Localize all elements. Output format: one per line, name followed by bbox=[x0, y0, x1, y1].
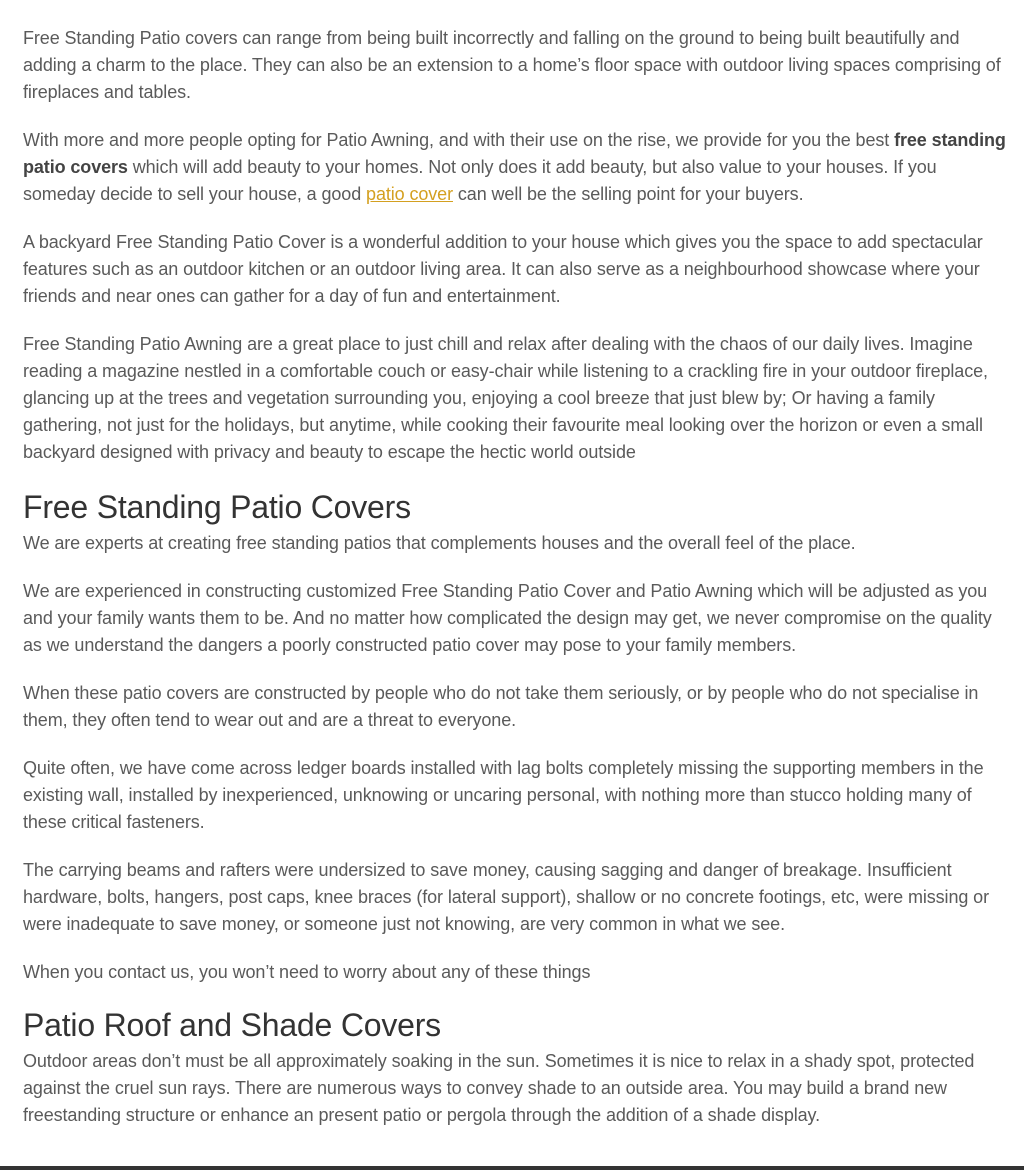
intro-paragraph-3: A backyard Free Standing Patio Cover is a wonderful addition to your house which gives you the space to add spectacular features such as an outdoor kitchen or an outdoor living area. It can also serve as a neighbourhood showcase where your friends and near ones can gather for a day of fun and entertainment. bbox=[23, 232, 983, 306]
intro-p2-text-3: can well be the selling point for your buyers. bbox=[452, 184, 804, 204]
intro-paragraph-1: Free Standing Patio covers can range from being built incorrectly and falling on the ground to being built beautifully and adding a charm to the place. They can also be an extension to a home’s floor space with outdoor living spaces comprising of fireplaces and tables. bbox=[23, 28, 1001, 102]
section-heading-patio-roof: Patio Roof and Shade Covers bbox=[23, 1007, 441, 1043]
section1-paragraph-1: We are experts at creating free standing patios that complements houses and the overall feel of the place. bbox=[23, 533, 856, 553]
footer-divider bbox=[0, 1166, 1024, 1170]
section1-paragraph-3: When these patio covers are constructed by people who do not take them seriously, or by people who do not specialise in them, they often tend to wear out and are a threat to everyone. bbox=[23, 683, 979, 730]
intro-paragraph-4: Free Standing Patio Awning are a great place to just chill and relax after dealing with the chaos of our daily lives. Imagine reading a magazine nestled in a comfortable couch or easy-chair while listening to a crackling fire in your outdoor fireplace, glancing up at the trees and vegetation surrounding you, enjoying a cool breeze that just blew by; Or having a family gathering, not just for the holidays, but anytime, while cooking their favourite meal looking over the horizon or even a small backyard designed with privacy and beauty to escape the hectic world outside bbox=[23, 334, 988, 462]
section1-paragraph-2: We are experienced in constructing customized Free Standing Patio Cover and Patio Awning which will be adjusted as you and your family wants them to be. And no matter how complicated the design may get, we never compromise on the quality as we understand the dangers a poorly constructed patio cover may pose to your family members. bbox=[23, 581, 992, 655]
section1-paragraph-4: Quite often, we have come across ledger boards installed with lag bolts completely missing the supporting members in the existing wall, installed by inexperienced, unknowing or uncaring personal, with nothing more than stucco holding many of these critical fasteners. bbox=[23, 758, 984, 832]
intro-p2-bold: free standing patio covers bbox=[23, 130, 1006, 177]
intro-p2-text-1: With more and more people opting for Patio Awning, and with their use on the rise, we provide for you the best bbox=[23, 130, 895, 150]
intro-p2-text-2: which will add beauty to your homes. Not only does it add beauty, but also value to your houses. If you someday decide to sell your house, a good bbox=[23, 157, 937, 204]
intro-paragraph-2 bbox=[23, 127, 1013, 208]
section1-paragraph-5: The carrying beams and rafters were undersized to save money, causing sagging and danger of breakage. Insufficient hardware, bolts, hangers, post caps, knee braces (for lateral support), shallow or no concrete footings, etc, were missing or were inadequate to save money, or someone just not knowing, are very common in what we see. bbox=[23, 860, 989, 934]
patio-cover-link[interactable]: patio cover bbox=[366, 184, 453, 204]
section-heading-free-standing: Free Standing Patio Covers bbox=[23, 489, 411, 525]
section2-paragraph-1: Outdoor areas don’t must be all approximately soaking in the sun. Sometimes it is nice to relax in a shady spot, protected against the cruel sun rays. There are numerous ways to convey shade to an outside area. You may build a brand new freestanding structure or enhance an present patio or pergola through the addition of a shade display. bbox=[23, 1051, 975, 1125]
section1-paragraph-6: When you contact us, you won’t need to worry about any of these things bbox=[23, 962, 591, 982]
article-content bbox=[23, 25, 1013, 1150]
